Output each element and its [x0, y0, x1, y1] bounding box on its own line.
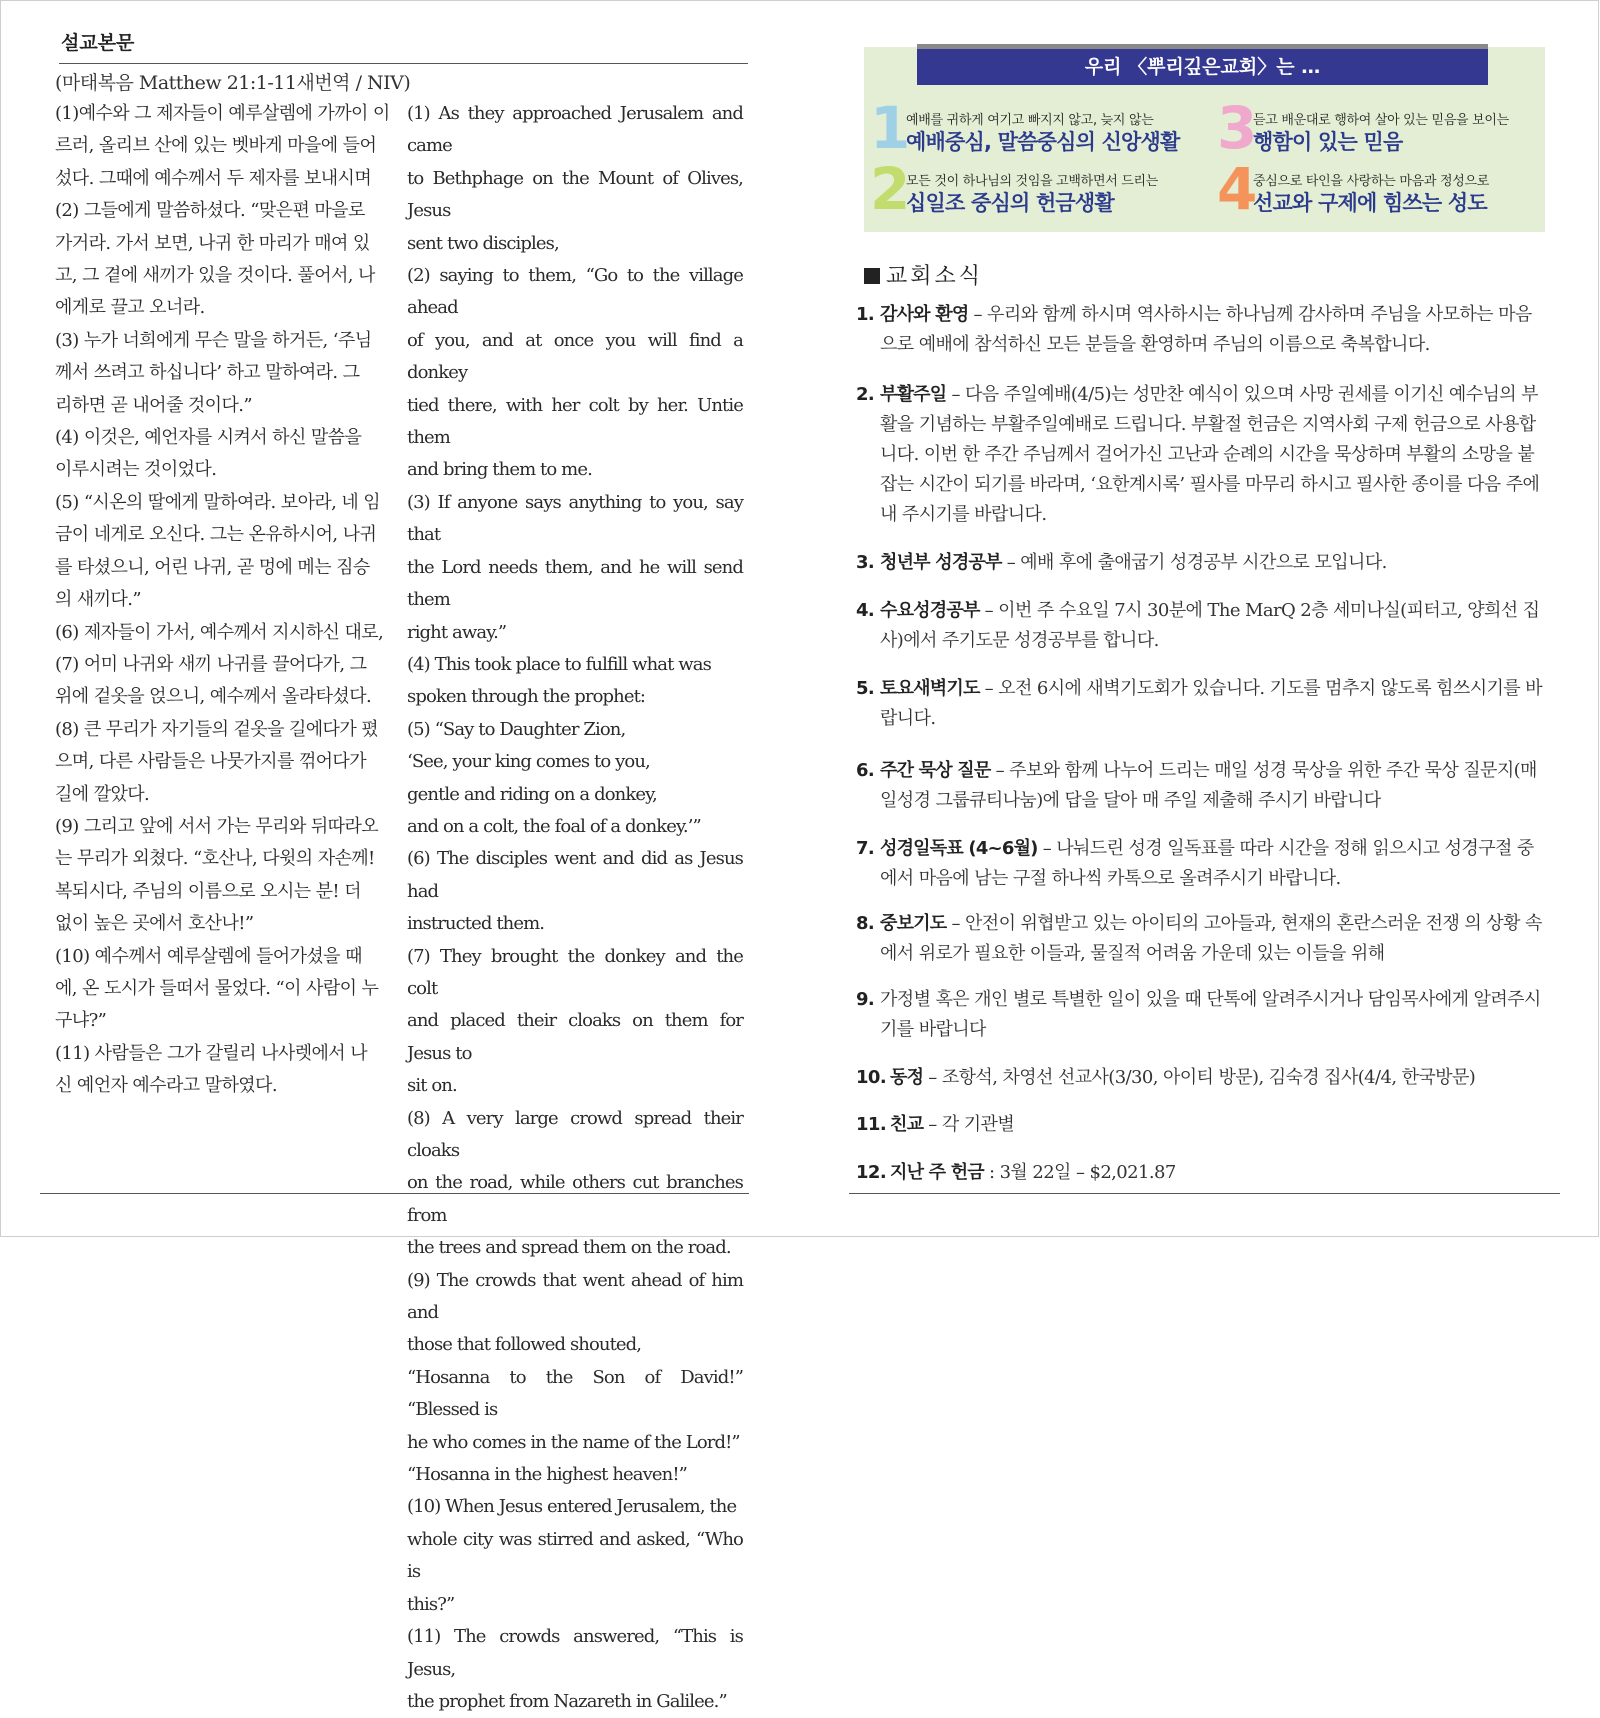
scripture-line: 께서 쓰려고 하십니다’ 하고 말하여라. 그: [55, 362, 360, 384]
news-number: 7.: [856, 838, 875, 859]
news-item: [856, 1063, 1548, 1093]
news-title: 친교: [890, 1114, 924, 1135]
scripture-line: 에게로 끌고 오너라.: [55, 297, 205, 319]
scripture-line: (9) 그리고 앞에 서서 가는 무리와 뒤따라오: [55, 815, 379, 837]
scripture-line: (9) The crowds that went ahead of him and: [407, 1269, 743, 1324]
news-title: 수요성경공부: [880, 600, 980, 621]
news-text: – 각 기관별: [923, 1114, 1015, 1135]
scripture-line: (1)예수와 그 제자들이 예루살렘에 가까이 이: [55, 103, 390, 124]
scripture-line: (10) When Jesus entered Jerusalem, the: [407, 1496, 737, 1518]
scripture-line: (11) The crowds answered, “This is Jesus,: [407, 1626, 743, 1680]
scripture-line: (2) saying to them, “Go to the village ahead: [407, 265, 743, 319]
scripture-line: the prophet from Nazareth in Galilee.”: [407, 1690, 727, 1712]
news-number: 1.: [856, 304, 875, 325]
news-text: – 이번 주 수요일 7시 30분에 The MarQ 2층 세미나실(피터고, 양희선 집사)에서 주기도문 성경공부를 합니다.: [880, 600, 1540, 651]
scripture-line: 섰다. 그때에 예수께서 두 제자를 보내시며: [55, 167, 372, 189]
news-text: : 3월 22일 – $2,021.87: [983, 1162, 1176, 1183]
scripture-line: whole city was stirred and asked, “Who is: [407, 1528, 743, 1583]
news-number: 4.: [856, 600, 875, 621]
divider: [59, 63, 748, 64]
news-item: [856, 834, 1548, 894]
scripture-line: the Lord needs them, and he will send them: [407, 556, 743, 611]
scripture-line: this?”: [407, 1593, 455, 1615]
news-text: – 나눠드린 성경 일독표를 따라 시간을 정해 읽으시고 성경구절 중에서 마음에 남는 구절 하나씩 카톡으로 올려주시기 바랍니다.: [880, 838, 1534, 889]
scripture-line: 없이 높은 곳에서 호산나!”: [55, 913, 254, 935]
news-number: 5.: [856, 678, 875, 699]
sermon-section-title: 설교본문: [61, 32, 135, 54]
news-number: 10.: [856, 1067, 887, 1088]
scripture-reference: (마태복음 Matthew 21:1-11새번역 / NIV): [55, 72, 411, 94]
mission-subtitle: 예배를 귀하게 여기고 빠지지 않고, 늦지 않는: [906, 113, 1154, 128]
news-text: – 주보와 함께 나누어 드리는 매일 성경 묵상을 위한 주간 묵상 질문지(매일성경 그룹큐티나눔)에 답을 달아 매 주일 제출해 주시기 바랍니다: [880, 760, 1537, 811]
scripture-line: ‘See, your king comes to you,: [407, 751, 650, 773]
scripture-line: (8) A very large crowd spread their cloaks: [407, 1107, 743, 1161]
scripture-line: right away.”: [407, 621, 507, 643]
news-title: 부활주일: [880, 384, 947, 405]
news-item: [856, 756, 1548, 816]
scripture-line: (1) As they approached Jerusalem and came: [407, 103, 743, 157]
scripture-line: spoken through the prophet:: [407, 686, 646, 708]
mission-title: 행함이 있는 믿음: [1253, 130, 1403, 154]
news-text: – 조항석, 차영선 선교사(3/30, 아이티 방문), 김숙경 집사(4/4, 한국방문): [923, 1067, 1476, 1088]
square-bullet-icon: [864, 268, 880, 284]
scripture-line: 고, 그 곁에 새끼가 있을 것이다. 풀어서, 나: [55, 265, 375, 287]
scripture-line: (7) 어미 나귀와 새끼 나귀를 끌어다가, 그: [55, 653, 367, 675]
mission-number: 4: [1217, 155, 1258, 223]
mission-item-4: [1217, 155, 1557, 227]
korean-scripture-column: [55, 98, 397, 1103]
news-heading: [864, 259, 983, 290]
news-heading-text: 교회소식: [886, 264, 984, 289]
scripture-line: 구냐?”: [55, 1010, 107, 1032]
mission-header: 우리 〈뿌리깊은교회〉는 …: [917, 49, 1488, 85]
scripture-line: sent two disciples,: [407, 232, 559, 254]
scripture-line: and placed their cloaks on them for Jesus to: [407, 1010, 743, 1064]
news-title: 감사와 환영: [880, 304, 969, 325]
scripture-line: (5) “Say to Daughter Zion,: [407, 718, 626, 740]
news-number: 3.: [856, 552, 875, 573]
scripture-line: 으며, 다른 사람들은 나뭇가지를 꺾어다가: [55, 751, 367, 773]
mission-subtitle: 모든 것이 하나님의 것임을 고백하면서 드리는: [906, 174, 1159, 189]
news-item: [856, 1110, 1548, 1140]
mission-subtitle: 중심으로 타인을 사랑하는 마음과 정성으로: [1253, 174, 1489, 189]
scripture-line: (5) “시온의 딸에게 말하여라. 보아라, 네 임: [55, 491, 381, 513]
news-text: – 다음 주일예배(4/5)는 성만찬 예식이 있으며 사망 권세를 이기신 예수님의 부활을 기념하는 부활주일예배로 드립니다. 부활절 헌금은 지역사회 구제 헌금으로 사용합니다. 이번 한 주간 주님께서 걸어가신 고난과 순례의 시간을 묵상하며 부활의 소망을 붙잡는 시간이 되기를 바라며, ‘요한계시록’ 필사를 마무리 하시고 필사한 종이를 다음 주에 내 주시기를 바랍니다.: [880, 384, 1540, 525]
divider: [40, 1193, 749, 1194]
scripture-line: to Bethphage on the Mount of Olives, Jesus: [407, 167, 743, 222]
mission-number: 1: [870, 94, 911, 162]
scripture-line: and on a colt, the foal of a donkey.’”: [407, 815, 701, 837]
scripture-line: 를 타셨으니, 어린 나귀, 곧 멍에 메는 짐승: [55, 556, 370, 578]
mission-number: 3: [1217, 94, 1258, 162]
news-title: 동정: [890, 1067, 924, 1088]
scripture-line: (11) 사람들은 그가 갈릴리 나사렛에서 나: [55, 1042, 367, 1064]
scripture-line: (3) If anyone says anything to you, say that: [407, 491, 743, 546]
mission-subtitle: 듣고 배운대로 행하여 살아 있는 믿음을 보이는: [1253, 113, 1509, 128]
scripture-line: 는 무리가 외쳤다. “호산나, 다윗의 자손께!: [55, 848, 375, 870]
scripture-line: on the road, while others cut branches from: [407, 1172, 743, 1226]
scripture-line: 리하면 곧 내어줄 것이다.”: [55, 394, 252, 416]
mission-item-2: [870, 155, 1210, 227]
scripture-line: 에, 온 도시가 들떠서 물었다. “이 사람이 누: [55, 977, 379, 999]
news-text: – 우리와 함께 하시며 역사하시는 하나님께 감사하며 주님을 사모하는 마음으로 예배에 참석하신 모든 분들을 환영하며 주님의 이름으로 축복합니다.: [880, 304, 1532, 355]
scripture-line: instructed them.: [407, 913, 545, 935]
scripture-line: and bring them to me.: [407, 459, 592, 481]
scripture-line: those that followed shouted,: [407, 1334, 642, 1356]
mission-title: 십일조 중심의 헌금생활: [906, 191, 1114, 215]
news-text: – 오전 6시에 새벽기도회가 있습니다. 기도를 멈추지 않도록 힘쓰시기를 바랍니다.: [880, 678, 1542, 729]
mission-item-1: [870, 94, 1210, 166]
news-title: 청년부 성경공부: [880, 552, 1002, 573]
scripture-line: (4) This took place to fulfill what was: [407, 653, 711, 675]
scripture-line: (6) The disciples went and did as Jesus had: [407, 848, 743, 902]
mission-title: 예배중심, 말씀중심의 신앙생활: [906, 130, 1180, 154]
news-text: – 예배 후에 출애굽기 성경공부 시간으로 모입니다.: [1001, 552, 1387, 573]
scripture-line: 르러, 올리브 산에 있는 벳바게 마을에 들어: [55, 135, 377, 157]
news-number: 9.: [856, 989, 875, 1010]
scripture-line: “Hosanna in the highest heaven!”: [407, 1464, 687, 1486]
scripture-line: (10) 예수께서 예루살렘에 들어가셨을 때: [55, 945, 362, 967]
mission-title: 선교와 구제에 힘쓰는 성도: [1253, 191, 1487, 215]
news-text: 가정별 혹은 개인 별로 특별한 일이 있을 때 단톡에 알려주시거나 담임목사에게 알려주시기를 바랍니다: [880, 989, 1541, 1040]
news-number: 12.: [856, 1162, 887, 1183]
news-item: [856, 380, 1548, 530]
scripture-line: (4) 이것은, 예언자를 시켜서 하신 말씀을: [55, 427, 362, 449]
news-item: [856, 985, 1548, 1045]
news-item: [856, 596, 1548, 656]
scripture-line: gentle and riding on a donkey,: [407, 783, 657, 805]
news-text: – 안전이 위협받고 있는 아이티의 고아들과, 현재의 혼란스러운 전쟁 의 상황 속에서 위로가 필요한 이들과, 물질적 어려움 가운데 있는 이들을 위해: [880, 913, 1542, 964]
news-item: [856, 909, 1548, 969]
scripture-line: (2) 그들에게 말씀하셨다. “맞은편 마을로: [55, 200, 365, 222]
news-title: 주간 묵상 질문: [880, 760, 991, 781]
news-title: 성경일독표 (4~6월): [880, 838, 1038, 859]
scripture-line: he who comes in the name of the Lord!”: [407, 1431, 740, 1453]
news-number: 11.: [856, 1114, 887, 1135]
divider: [849, 1193, 1560, 1194]
news-item: [856, 1158, 1548, 1188]
news-title: 지난 주 헌금: [890, 1162, 984, 1183]
news-number: 8.: [856, 913, 875, 934]
scripture-line: the trees and spread them on the road.: [407, 1237, 731, 1259]
mission-item-3: [1217, 94, 1557, 166]
scripture-line: 길에 깔았다.: [55, 783, 150, 805]
scripture-line: sit on.: [407, 1075, 457, 1097]
news-title: 중보기도: [880, 913, 947, 934]
scripture-line: (7) They brought the donkey and the colt: [407, 945, 743, 999]
scripture-line: 금이 네게로 오신다. 그는 온유하시어, 나귀: [55, 524, 377, 546]
news-number: 6.: [856, 760, 875, 781]
scripture-line: 신 예언자 예수라고 말하였다.: [55, 1075, 277, 1097]
scripture-line: (8) 큰 무리가 자기들의 겉옷을 길에다가 폈: [55, 718, 379, 740]
english-scripture-column: [407, 98, 743, 1718]
news-item: [856, 674, 1548, 734]
news-item: [856, 300, 1548, 360]
scripture-line: (3) 누가 너희에게 무슨 말을 하거든, ‘주님: [55, 329, 372, 351]
scripture-line: “Hosanna to the Son of David!” “Blessed is: [407, 1366, 743, 1421]
scripture-line: 복되시다, 주님의 이름으로 오시는 분! 더: [55, 880, 361, 902]
news-item: [856, 548, 1548, 578]
scripture-line: 위에 겉옷을 얹으니, 예수께서 올라타셨다.: [55, 686, 372, 708]
mission-number: 2: [870, 155, 911, 223]
scripture-line: tied there, with her colt by her. Untie them: [407, 394, 743, 449]
news-number: 2.: [856, 384, 875, 405]
scripture-line: 이루시려는 것이었다.: [55, 459, 217, 481]
news-title: 토요새벽기도: [880, 678, 980, 699]
scripture-line: 가거라. 가서 보면, 나귀 한 마리가 매여 있: [55, 232, 370, 254]
scripture-line: (6) 제자들이 가서, 예수께서 지시하신 대로,: [55, 621, 384, 643]
scripture-line: of you, and at once you will find a donkey: [407, 329, 743, 384]
scripture-line: 의 새끼다.”: [55, 589, 141, 611]
